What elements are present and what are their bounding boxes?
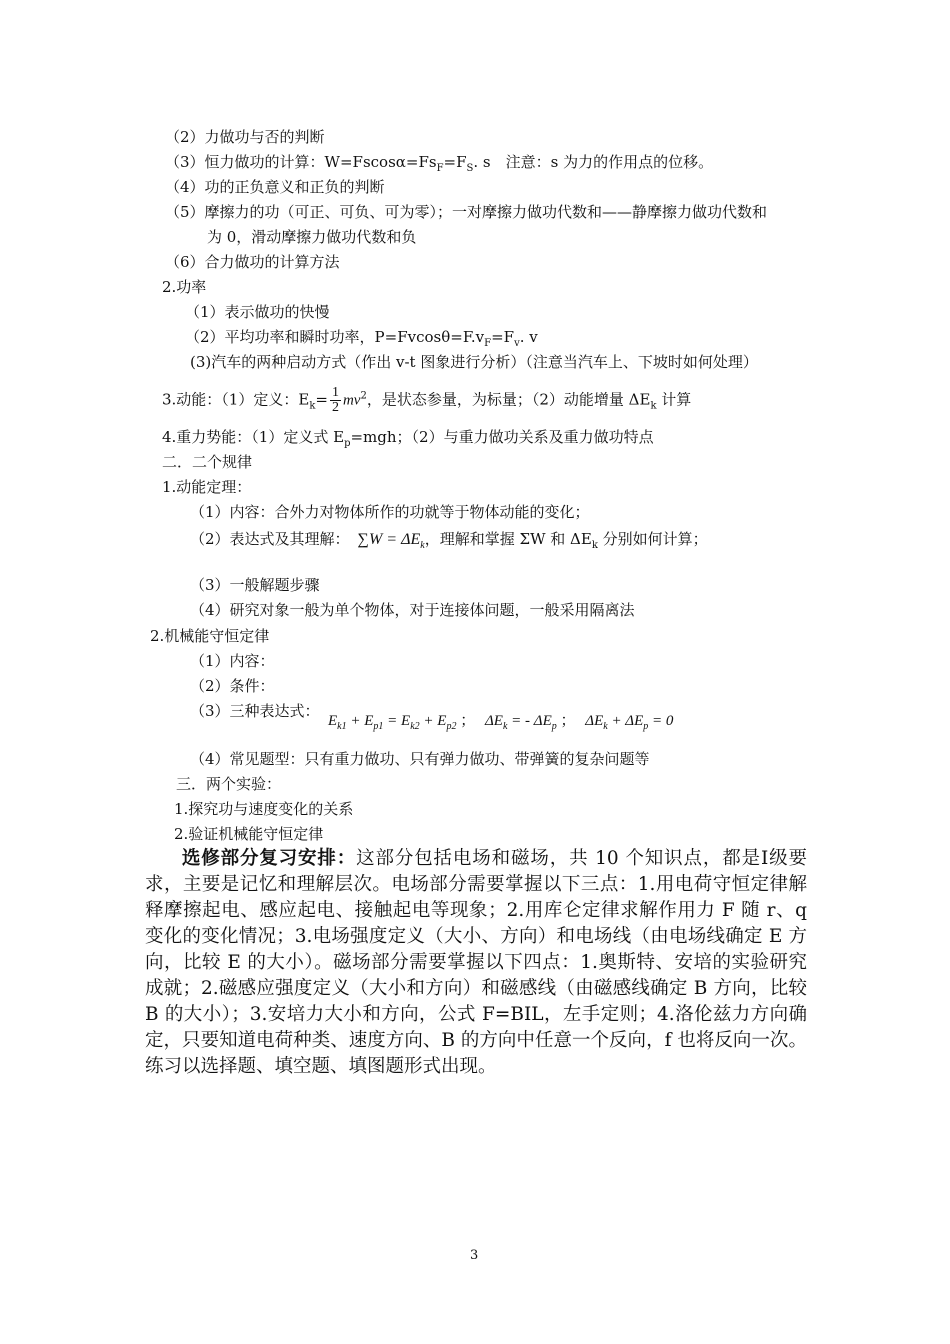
section-heading: 3.动能：（1）定义：$E_k=$ $\frac{1}{2}$ $mv^2$，是状态参量，为标量；（2）动能增量 $\Delta E_k$ 计算 (162, 385, 692, 415)
text-line: （3）一般解题步骤 (190, 576, 320, 594)
text-line: （6）合力做功的计算方法 (165, 253, 340, 271)
text-line: 为 0，滑动摩擦力做功代数和负 (207, 228, 417, 246)
text-line: （3）三种表达式： (190, 702, 320, 720)
section-heading: 1.动能定理： (162, 478, 252, 496)
text-line: 2.验证机械能守恒定律 (174, 825, 324, 843)
section-heading: 4.重力势能：（1）定义式 $E_p=mgh$；（2）与重力做功关系及重力做功特点 (162, 428, 654, 449)
text-line: （2）表达式及其理解： $\sum W = \Delta E_k$，理解和掌握 ΣW 和 $\Delta E_k$ 分别如何计算； (190, 530, 708, 552)
page-number: 3 (470, 1248, 479, 1263)
formula: $\sum W = \Delta E_k$ (357, 531, 425, 552)
text-line: （5）摩擦力的功（可正、可负、可为零）；一对摩擦力做功代数和——静摩擦力做功代数和 (165, 203, 768, 221)
text-line: (3)汽车的两种启动方式（作出 v-t 图象进行分析）（注意当汽车上、下坡时如何处理） (190, 353, 758, 371)
section-heading: 2.功率 (162, 278, 207, 296)
text-line: （1）内容：合外力对物体所作的功就等于物体动能的变化； (190, 503, 590, 521)
text-line: （2）条件： (190, 677, 275, 695)
text-line: （2）平均功率和瞬时功率，$P=Fvcos\theta=F.v_F=F_v$. v (185, 328, 538, 349)
formula: $E_{k1} + E_{p1} = E_{k2} + E_{p2}$ ； $\Delta E_k$ = - $\Delta E_p$ ； $\Delta E_k + \Delta E_p = 0$ (328, 713, 674, 732)
section-heading: 2.机械能守恒定律 (150, 627, 270, 645)
review-paragraph (145, 846, 807, 1080)
chapter-heading: 三．两个实验： (176, 775, 282, 793)
text-line: （1）表示做功的快慢 (185, 303, 330, 321)
fraction: $\frac{1}{2}$ (331, 385, 339, 415)
text-line: （1）内容： (190, 652, 275, 670)
text-line: 1.探究功与速度变化的关系 (174, 800, 354, 818)
text-line: （3）恒力做功的计算：$W=Fscos\alpha=Fs_F=F_S$. s 注意：s 为力的作用点的位移。 (165, 153, 714, 174)
text-line: （4）功的正负意义和正负的判断 (165, 178, 385, 196)
text-line: （2）力做功与否的判断 (165, 128, 325, 146)
text-line: （4）常见题型：只有重力做功、只有弹力做功、带弹簧的复杂问题等 (190, 750, 650, 768)
text-line: （4）研究对象一般为单个物体，对于连接体问题，一般采用隔离法 (190, 601, 635, 619)
paragraph-body: 这部分包括电场和磁场，共 10 个知识点，都是Ⅰ级要求，主要是记忆和理解层次。电场部分需要掌握以下三点：1.用电荷守恒定律解释摩擦起电、感应起电、接触起电等现象；2.用库仑定律求解作用力 F 随 r、q 变化的变化情况；3.电场强度定义（大小、方向）和电场线（由电场线确定 E 方向，比较 E 的大小）。磁场部分需要掌握以下四点：1.奥斯特、安培的实验研究成就；2.磁感应强度定义（大小和方向）和磁感线（由磁感线确定 B 方向，比较 B 的大小）；3.安培力大小和方向，公式 F=BIL，左手定则；4.洛伦兹力方向确定，只要知道电荷种类、速度方向、B 的方向中任意一个反向，f 也将反向一次。练习以选择题、填空题、填图题形式出现。 (145, 848, 807, 1077)
paragraph-lead: 选修部分复习安排： (181, 848, 357, 869)
chapter-heading: 二．二个规律 (162, 453, 253, 471)
